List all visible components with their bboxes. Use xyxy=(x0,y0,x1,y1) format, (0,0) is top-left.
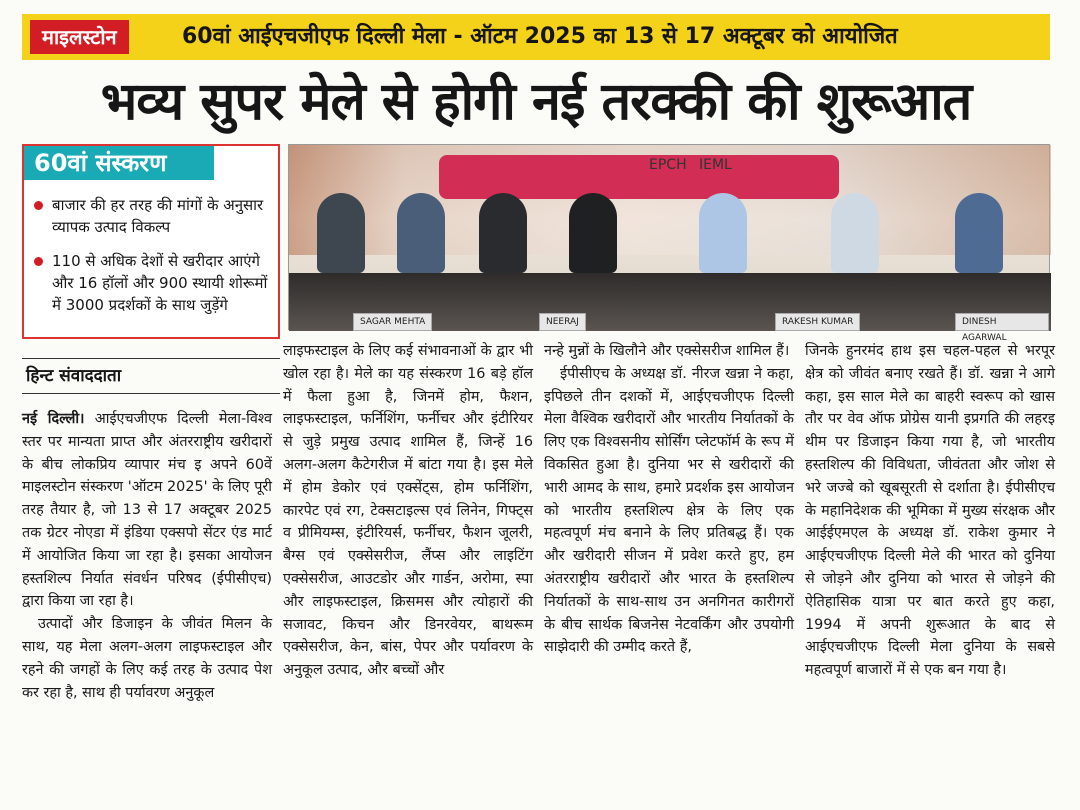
byline: हिन्ट संवाददाता xyxy=(22,358,280,394)
article-col-3 xyxy=(544,340,794,659)
top-strip xyxy=(22,14,1050,60)
bullet-icon xyxy=(34,257,43,266)
section-tag: माइलस्टोन xyxy=(30,20,129,54)
topline: 60वां आईएचजीएफ दिल्ली मेला - ऑटम 2025 का 13 से 17 अक्टूबर को आयोजित xyxy=(182,24,898,49)
logo-epch: EPCH xyxy=(649,157,687,173)
article-paragraph: उत्पादों और डिजाइन के जीवंत मिलन के साथ, यह मेला अलग-अलग लाइफस्टाइल और रहने की जगहों के लिए कई तरह के उत्पाद पेश कर रहा है, साथ ही पर्यावरण अनुकूल xyxy=(22,616,272,701)
highlights-list xyxy=(34,194,270,328)
dateline: नई दिल्ली। xyxy=(22,411,85,427)
logo-ieml: IEML xyxy=(699,157,732,173)
highlight-item: बाजार की हर तरह की मांगों के अनुसार व्यापक उत्पाद विकल्प xyxy=(34,194,270,238)
article-paragraph: लाइफस्टाइल के लिए कई संभावनाओं के द्वार भी खोल रहा है। मेले का यह संस्करण 16 बड़े हॉल में फैला हुआ है, जिनमें होम, फैशन, लाइफस्टाइल, फर्निशिंग, फर्नीचर और इंटीरियर से जुड़े प्रमुख उत्पाद शामिल हैं, जिन्हें 16 अलग-अलग कैटेगरीज में बांटा गया है। इस मेले में होम डेकोर एवं एक्सेंट्स, होम फर्निशिंग, कारपेट एवं रग, टेक्सटाइल्स एवं लिनेन, गिफ्ट्स व प्रीमियम्स, इंटीरियर्स, फर्नीचर, फैशन जूलरी, बैग्स एवं एक्सेसरीज, लैंप्स और लाइटिंग एक्सेसरीज, आउटडोर और गार्डन, अरोमा, स्पा और लाइफस्टाइल, क्रिसमस और त्योहारों की सजावट, किचन और डिनरवेयर, बाथरूम एक्सेसरीज, केन, बांस, पेपर और पर्यावरण के अनुकूल उत्पाद, और बच्चों और xyxy=(283,343,533,679)
article-col-2 xyxy=(283,340,533,682)
nameplate: NEERAJ xyxy=(539,313,586,331)
person xyxy=(397,193,445,273)
article-paragraph: जिनके हुनरमंद हाथ इस चहल-पहल से भरपूर क्षेत्र को जीवंत बनाए रखते हैं। डॉ. खन्ना ने आगे कहा, इस साल मेले का बाहरी स्वरूप को खास तौर पर वेव ऑफ प्रोग्रेस यानी इप्रगति की लहरइ थीम पर डिजाइन किया गया है, जो भारतीय हस्तशिल्प की विविधता, जीवंतता और जोश से भरे जज्बे को खूबसूरती से दर्शाता है। ईपीसीएच के महानिदेशक की भूमिका में मुख्य संरक्षक और आईईएमएल के अध्यक्ष डॉ. राकेश कुमार ने आईएचजीएफ दिल्ली मेले की भारत को दुनिया से जोड़ने और दुनिया को भारत से जोड़ने की ऐतिहासिक यात्रा पर बात करते हुए कहा, 1994 में अपनी शुरूआत के बाद से आईएचजीएफ दिल्ली मेला दुनिया के सबसे महत्वपूर्ण बाजारों में से एक बन गया है। xyxy=(805,343,1055,679)
headline: भव्य सुपर मेले से होगी नई तरक्की की शुरूआत xyxy=(100,72,972,132)
nameplate: RAKESH KUMAR xyxy=(775,313,860,331)
person xyxy=(699,193,747,273)
article-paragraph: आईएचजीएफ दिल्ली मेला-विश्व स्तर पर मान्यता प्राप्त और अंतरराष्ट्रीय खरीदारों के बीच लोकप्रिय व्यापार मंच इ अपने 60वें माइलस्टोन संस्करण 'ऑटम 2025' के लिए पूरी तरह तैयार है, जो 13 से 17 अक्टूबर 2025 तक ग्रेटर नोएडा में इंडिया एक्सपो सेंटर एंड मार्ट में आयोजित किया जा रहा है। इसका आयोजन हस्तशिल्प निर्यात संवर्धन परिषद (ईपीसीएच) द्वारा किया जा रहा है। xyxy=(22,411,273,610)
press-photo xyxy=(288,144,1050,343)
person xyxy=(569,193,617,273)
article-paragraph: नन्हे मुन्नों के खिलौने और एक्सेसरीज शामिल हैं। xyxy=(544,343,790,359)
person xyxy=(479,193,527,273)
nameplate: DINESH AGARWAL xyxy=(955,313,1049,331)
highlights-box xyxy=(22,144,280,339)
bullet-icon xyxy=(34,201,43,210)
article-col-1 xyxy=(22,408,272,704)
article-col-4 xyxy=(805,340,1055,682)
person xyxy=(955,193,1003,273)
highlight-item: 110 से अधिक देशों से खरीदार आएंगे और 16 हॉलों और 900 स्थायी शोरूमों में 3000 प्रदर्शकों के साथ जुड़ेंगे xyxy=(34,250,270,316)
person xyxy=(317,193,365,273)
person xyxy=(831,193,879,273)
nameplate: SAGAR MEHTA xyxy=(353,313,432,331)
highlights-title: 60वां संस्करण xyxy=(24,146,214,180)
article-paragraph: ईपीसीएच के अध्यक्ष डॉ. नीरज खन्ना ने कहा, इपिछले तीन दशकों में, आईएचजीएफ दिल्ली मेला वैश्विक खरीदारों और भारतीय निर्यातकों के लिए एक विश्वसनीय सोर्सिंग प्लेटफॉर्म के रूप में विकसित हुआ है। दुनिया भर से खरीदारों की भारी आमद के साथ, हमारे प्रदर्शक इस आयोजन को भारतीय हस्तशिल्प क्षेत्र के लिए एक महत्वपूर्ण मंच बनाने के लिए प्रतिबद्ध हैं। एक और खरीदारी सीजन में प्रवेश करते हुए, हम अंतरराष्ट्रीय खरीदारों और भारत के हस्तशिल्प निर्यातकों के साथ-साथ उन अनगिनत कारीगरों के बीच सार्थक बिजनेस नेटवर्किंग और उपयोगी साझेदारी की उम्मीद करते हैं, xyxy=(544,365,794,656)
